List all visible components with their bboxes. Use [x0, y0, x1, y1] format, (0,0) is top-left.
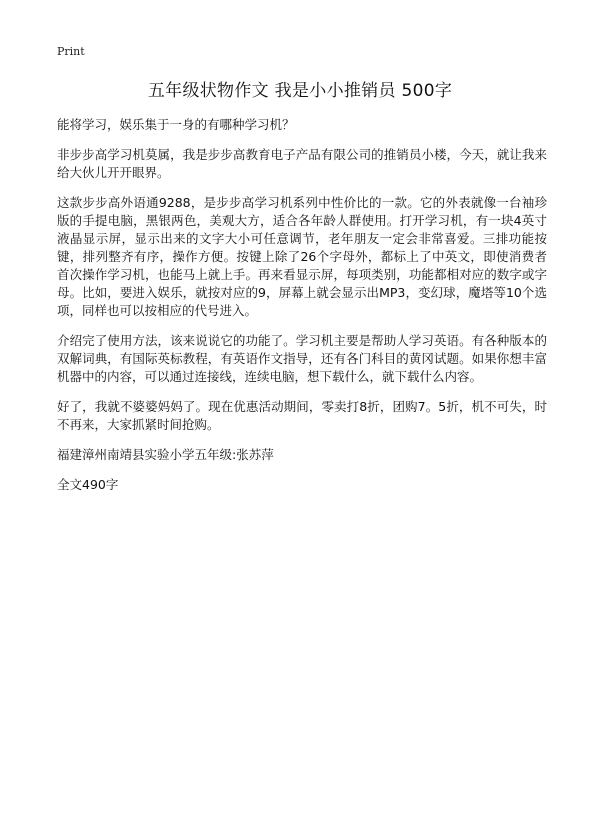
paragraph-question: 能将学习，娱乐集于一身的有哪种学习机？ [57, 117, 295, 132]
paragraph-appearance: 这款步步高外语通9288，是步步高学习机系列中性价比的一款。它的外表就像一台袖珍版的手提电脑，黑银两色，美观大方，适合各年龄人群使用。打开学习机，有一块4英寸液晶显示屏，显示出来的文字大小可任意调节，老年朋友一定会非常喜爱。三排功能按键，排列整齐有序，操作方便。按键上除了26个字母外，都标上了中英文，即使消费者首次操作学习机，也能马上就上手。再来看显示屏，每项类别，功能都相对应的数字或字母。比如，要进入娱乐，就按对应的9，屏幕上就会显示出MP3，变幻球，魔塔等10个选项，同样也可以按相应的代号进入。 [57, 195, 547, 318]
print-link[interactable]: Print [57, 45, 85, 58]
paragraph-functions: 介绍完了使用方法，该来说说它的功能了。学习机主要是帮助人学习英语。有各种版本的双解词典，有国际英标教程，有英语作文指导，还有各门科目的黄冈试题。如果你想丰富机器中的内容，可以通过连接线，连续电脑，想下载什么，就下载什么内容。 [57, 333, 547, 384]
article-title: 五年级状物作文 我是小小推销员 500字 [147, 81, 453, 101]
article-body [57, 116, 547, 506]
paragraph-promotion: 好了，我就不婆婆妈妈了。现在优惠活动期间，零卖打8折，团购7。5折，机不可失，时不再来，大家抓紧时间抢购。 [57, 399, 547, 432]
paragraph-intro: 非步步高学习机莫属，我是步步高教育电子产品有限公司的推销员小楼，今天，就让我来给大伙儿开开眼界。 [57, 147, 547, 180]
word-count: 全文490字 [57, 477, 119, 492]
author-line: 福建漳州南靖县实验小学五年级:张苏萍 [57, 447, 274, 462]
